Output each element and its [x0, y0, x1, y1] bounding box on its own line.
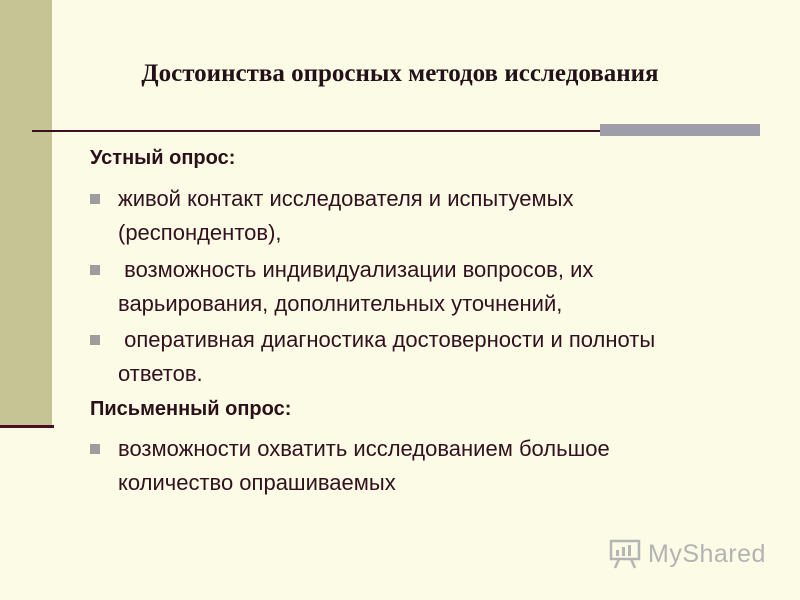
bullet-text: живой контакт исследователя и испытуемых (респондентов),	[118, 186, 574, 245]
myshared-watermark	[608, 536, 766, 572]
bullet-text: возможности охватить исследованием большое количество опрашиваемых	[118, 436, 610, 495]
bullet-square-icon	[90, 265, 100, 275]
bullet-square-icon	[90, 194, 100, 204]
bullet-item	[90, 323, 730, 391]
slide-title: Достоинства опросных методов исследования	[141, 60, 659, 87]
bullet-square-icon	[90, 335, 100, 345]
presentation-board-icon	[608, 537, 642, 571]
title-divider-line	[32, 130, 602, 132]
bullet-text: возможность индивидуализации вопросов, их варьирования, дополнительных уточнений,	[118, 257, 600, 316]
bullet-square-icon	[90, 444, 100, 454]
bullet-item	[90, 432, 730, 500]
section-heading-oral-survey: Устный опрос:	[90, 147, 236, 169]
bullet-item	[90, 182, 730, 250]
section-heading-written-survey: Письменный опрос:	[90, 398, 292, 420]
bullet-text: оперативная диагностика достоверности и полноты ответов.	[118, 327, 662, 386]
watermark-brand-text: MyShared	[648, 539, 766, 568]
bullet-item	[90, 253, 730, 321]
decorative-side-line	[0, 425, 54, 428]
title-divider-block	[600, 124, 760, 136]
